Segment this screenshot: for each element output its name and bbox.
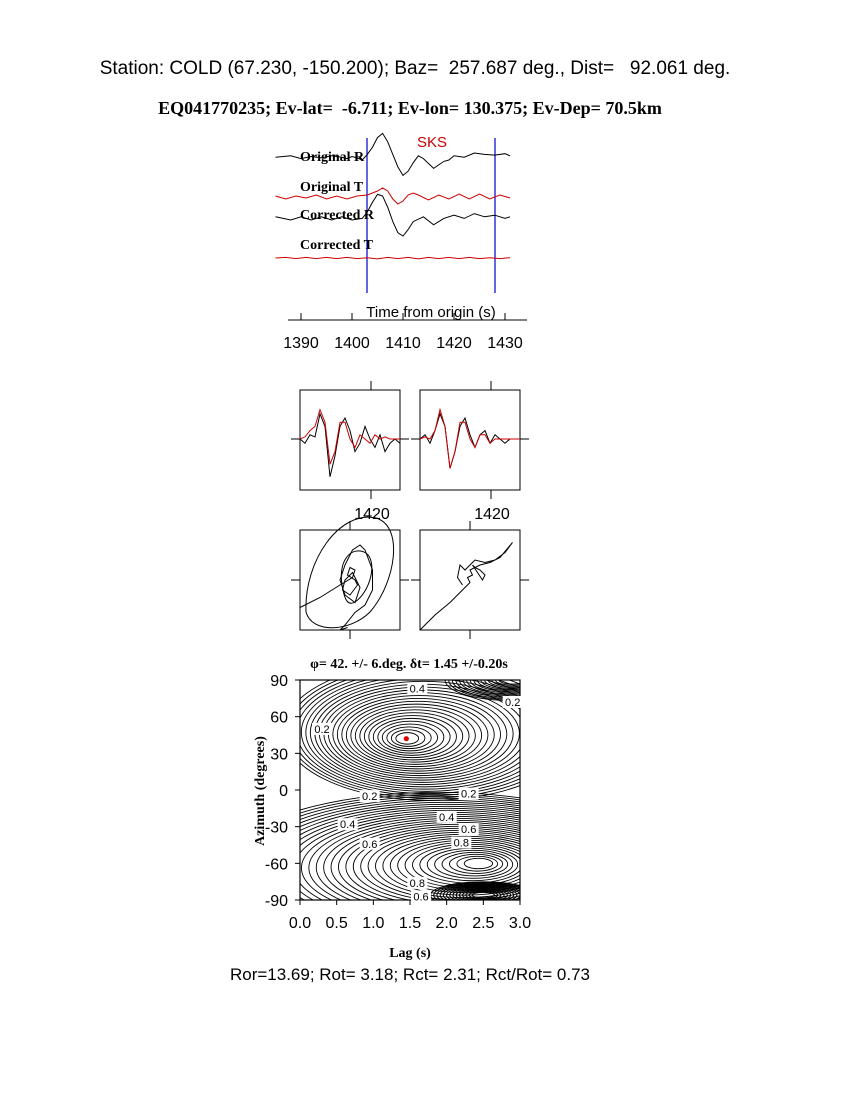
best-fit-marker <box>404 736 409 741</box>
azimuth-tick-label: -90 <box>264 893 288 910</box>
contour-label: 0.2 <box>461 788 477 801</box>
event-line: EQ041770235; Ev-lat= -6.711; Ev-lon= 130.375; Ev-Dep= 70.5km <box>158 98 662 118</box>
contour-label: 0.2 <box>314 723 330 736</box>
time-tick-label: 1390 <box>283 335 319 352</box>
phase-label: SKS <box>416 134 448 151</box>
window-frame-before <box>300 390 400 490</box>
trace-label-original-r: Original R <box>300 150 365 165</box>
contour-line <box>464 858 492 868</box>
window-after-t <box>420 410 520 469</box>
contour-line <box>272 806 623 931</box>
window-panel-after <box>411 381 529 523</box>
lag-axis-ticks <box>289 900 531 932</box>
station-line: Station: COLD (67.230, -150.200); Baz= 257.687 deg., Dist= 92.061 deg. <box>99 58 731 79</box>
contour-label: 0.6 <box>461 824 477 837</box>
window-before-r <box>300 414 400 477</box>
time-axis-label: Time from origin (s) <box>366 304 496 321</box>
contour-label: 0.2 <box>362 791 378 804</box>
particle-frame-before <box>300 530 400 630</box>
particle-motion-after <box>420 543 513 631</box>
trace-label-corrected-t: Corrected T <box>300 238 373 253</box>
contour-title: φ= 42. +/- 6.deg. δt= 1.45 +/-0.20s <box>310 657 508 672</box>
contour-line <box>316 818 592 916</box>
lag-axis-label: Lag (s) <box>389 946 431 961</box>
time-tick-label: 1430 <box>487 335 523 352</box>
contour-label: 0.6 <box>413 891 429 904</box>
seismogram-panel <box>276 133 528 352</box>
lag-tick-label: 0.5 <box>325 915 348 932</box>
contour-line <box>449 854 502 873</box>
contour-line <box>382 724 437 751</box>
window-before-tick-label: 1420 <box>354 506 390 523</box>
window-after-tick-label: 1420 <box>474 506 510 523</box>
window-frame-after <box>420 390 520 490</box>
contour-label: 0.8 <box>453 837 469 850</box>
trace-label-corrected-r: Corrected R <box>300 208 374 223</box>
lag-tick-label: 0.0 <box>288 915 312 932</box>
trace-label-original-t: Original T <box>300 180 364 195</box>
time-tick-label: 1420 <box>436 335 472 352</box>
lag-tick-label: 2.0 <box>435 915 458 932</box>
contour-label: 0.2 <box>505 697 521 709</box>
particle-motion-panel-before <box>291 517 409 639</box>
time-tick-label: 1400 <box>334 335 370 352</box>
trace-corrected-t <box>276 257 511 259</box>
time-tick-label: 1410 <box>385 335 421 352</box>
lag-tick-label: 3.0 <box>508 915 532 932</box>
lag-tick-label: 2.5 <box>472 915 495 932</box>
azimuth-tick-label: -30 <box>264 819 288 837</box>
contour-line <box>360 710 469 762</box>
contour-panel <box>220 657 658 961</box>
azimuth-tick-label: 90 <box>270 673 288 690</box>
window-panel-before <box>291 381 409 523</box>
azimuth-tick-label: -60 <box>264 856 288 874</box>
particle-motion-before <box>300 545 373 630</box>
lag-tick-label: 1.0 <box>362 915 385 932</box>
lag-tick-label: 1.5 <box>398 915 422 932</box>
azimuth-axis-label: Azimuth (degrees) <box>253 736 268 846</box>
contour-label: 0.4 <box>439 811 455 824</box>
azimuth-tick-label: 0 <box>279 783 288 800</box>
contour-line <box>309 816 598 919</box>
particle-motion-panel-after <box>411 521 529 639</box>
window-after-r <box>420 414 520 469</box>
contour-label: 0.4 <box>340 819 356 832</box>
azimuth-tick-label: 30 <box>270 746 288 764</box>
contour-label: 0.6 <box>362 838 378 851</box>
ratio-summary: Ror=13.69; Rot= 3.18; Rct= 2.31; Rct/Rot= 0.73 <box>229 965 591 984</box>
contour-line <box>287 810 613 926</box>
contour-label: 0.4 <box>409 683 425 696</box>
azimuth-axis-ticks <box>265 673 300 910</box>
contour-label: 0.8 <box>409 877 425 890</box>
particle-ellipse-outer <box>306 517 394 628</box>
azimuth-tick-label: 60 <box>270 709 288 727</box>
contour-line <box>333 693 507 776</box>
